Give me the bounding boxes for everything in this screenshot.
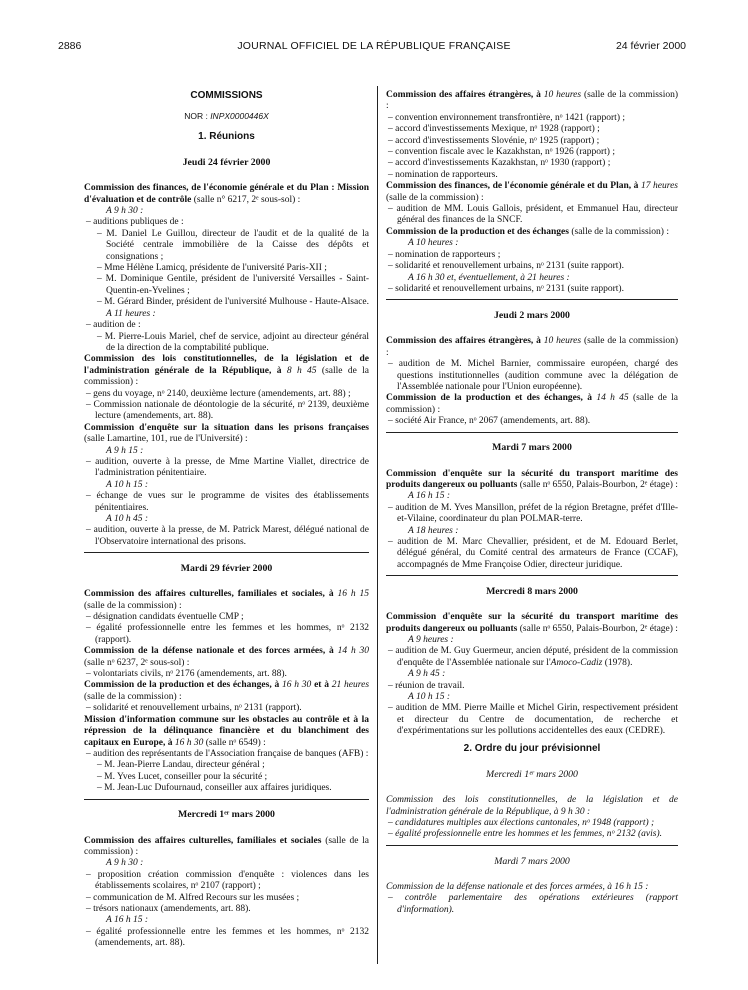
agenda-item: – contrôle parlementaire des opérations extérieures (rapport d'information).	[388, 893, 678, 915]
agenda-item: – audition de MM. Louis Gallois, président, et Emmanuel Hau, directeur général des finances de la SNCF.	[388, 204, 678, 226]
room: (salle de la commission) :	[571, 226, 669, 237]
room: (salle de la commission) :	[386, 336, 679, 358]
time-slot: A 16 h 15 :	[106, 915, 149, 926]
agenda-text: – audition de M. Guy Guermeur, ancien député, président de la commission d'enquête de l'Assemblée nationale sur l'	[388, 646, 678, 668]
commission-name: Commission des finances, de l'économie générale et du Plan, à	[386, 181, 639, 192]
meeting-time: 16 h 30	[282, 680, 312, 691]
commission-entry	[386, 612, 678, 635]
room: (salle n° 6217, 2ᵉ sous-sol) :	[193, 194, 301, 205]
meeting-time: 10 heures	[543, 336, 582, 347]
journal-title: JOURNAL OFFICIEL DE LA RÉPUBLIQUE FRANÇAISE	[237, 40, 511, 52]
commission-name: Commission de la production et des échanges, à	[84, 680, 280, 691]
room: (salle de la commission) :	[386, 393, 679, 415]
time-slot: A 18 heures :	[408, 525, 459, 536]
time-slot: A 9 h 30 :	[106, 858, 144, 869]
agenda-subitem: – M. Gérard Binder, président de l'université Mulhouse - Haute-Alsace.	[97, 297, 370, 308]
commission-name: Commission des lois constitutionnelles, de la législation et de l'administration générale de la République, à	[84, 354, 369, 376]
agenda-item: – audition de M. Yves Mansillon, préfet de la région Bretagne, préfet d'Ille-et-Vilaine, coordinateur du plan POLMAR-terre.	[388, 502, 678, 525]
time-slot: A 16 h 15 :	[408, 491, 451, 502]
commission-name: Commission d'enquête sur la sécurité du transport maritime des produits dangereux ou polluants	[386, 468, 678, 490]
agenda-item: – volontariats civils, nᵒ 2176 (amendements, art. 88).	[86, 669, 287, 680]
agenda-text: (1978).	[604, 657, 633, 668]
agenda-item: – audition, ouverte à la presse, de M. Patrick Marest, délégué national de l'Observatoire international des prisons.	[86, 525, 369, 547]
agenda-subitem: – M. Jean-Pierre Landau, directeur général ;	[97, 760, 265, 771]
agenda-item: – désignation candidats éventuelle CMP ;	[86, 612, 244, 623]
time-slot: A 10 h 15 :	[408, 692, 451, 703]
commission-entry	[84, 836, 369, 859]
time-slot: A 11 heures :	[106, 308, 156, 319]
commission-entry	[84, 423, 369, 446]
agenda-item: – égalité professionnelle entre les femmes et les hommes, nᵒ 2132 (amendements, art. 88).	[86, 926, 369, 949]
meeting-time: 10 heures	[543, 90, 582, 100]
day-heading: Mardi 29 février 2000	[180, 563, 273, 575]
commission-name: Commission des affaires culturelles, familiales et sociales, à	[84, 589, 334, 600]
agenda-item: – Commission nationale de déontologie de la sécurité, nᵒ 2139, deuxième lecture (amendements, art. 88).	[86, 399, 369, 422]
agenda-subitem: – M. Yves Lucet, conseiller pour la sécurité ;	[97, 771, 268, 782]
commission-name: Mission d'information commune sur les obstacles au contrôle et à la répression de la délinquance financière et du blanchiment des capitaux en Europe, à	[84, 714, 369, 748]
agenda-item: – audition de M. Marc Chevallier, président, et de M. Edouard Berlet, délégué général, du Comité central des armateurs de France (CCAF), accompagnés de Mme Françoise Odier, directeur juridique.	[388, 537, 678, 570]
agenda-item: – nomination de rapporteurs ;	[388, 249, 501, 260]
subsection-heading: 2. Ordre du jour prévisionnel	[463, 742, 601, 754]
time-slot: A 16 h 30 et, éventuellement, à 21 heures :	[408, 272, 570, 283]
time-slot: A 10 h 15 :	[106, 479, 149, 490]
commission-entry: Commission de la défense nationale et des forces armées, à 16 h 15 :	[386, 881, 649, 892]
room: (salle nᵒ 6550, Palais-Bourbon, 2ᵉ étage) :	[519, 479, 678, 490]
commission-entry	[386, 336, 678, 359]
agenda-item: – égalité professionnelle entre les femmes et les hommes, nᵒ 2132 (rapport).	[86, 623, 369, 645]
nor-reference	[84, 111, 369, 122]
room: (salle Lamartine, 101, rue de l'Université) :	[84, 434, 248, 445]
meeting-time: 17 heures	[640, 181, 678, 192]
day-heading: Mercredi 1ᵉʳ mars 2000	[486, 768, 578, 780]
commission-entry	[84, 680, 369, 703]
commission-entry	[386, 393, 678, 416]
agenda-item: – nomination de rapporteurs.	[388, 169, 498, 180]
commission-entry	[386, 181, 678, 204]
page-number: 2886	[58, 40, 82, 52]
agenda-subitem: – Mme Hélène Lamicq, présidente de l'université Paris-XII ;	[97, 263, 327, 274]
room: (salle nᵒ 6549) :	[205, 737, 266, 748]
commission-name: Commission de la défense nationale et des forces armées, à	[84, 646, 334, 657]
commission-entry	[84, 589, 369, 612]
commission-name: Commission d'enquête sur la situation dans les prisons françaises	[84, 422, 369, 433]
day-heading: Mardi 7 mars 2000	[494, 855, 570, 867]
agenda-item: – auditions publiques de :	[86, 217, 184, 228]
agenda-item: – convention environnement transfrontière, nᵒ 1421 (rapport) ;	[388, 112, 625, 123]
separator	[386, 845, 678, 846]
commission-entry	[386, 227, 678, 238]
day-heading: Mercredi 8 mars 2000	[486, 586, 578, 598]
page-header	[0, 36, 748, 52]
agenda-item: – gens du voyage, nᵒ 2140, deuxième lecture (amendements, art. 88) ;	[86, 388, 351, 399]
agenda-item: – société Air France, nᵒ 2067 (amendements, art. 88).	[388, 416, 591, 427]
agenda-item: – communication de M. Alfred Recours sur les musées ;	[86, 892, 300, 903]
meeting-time: 16 h 30	[174, 737, 204, 748]
time-slot: A 10 heures :	[408, 238, 459, 249]
ship-name: Amoco-Cadiz	[550, 657, 603, 668]
commission-name: Commission de la production et des échanges	[386, 226, 569, 237]
separator	[386, 432, 678, 433]
agenda-item: – convention fiscale avec le Kazakhstan, nᵒ 1926 (rapport) ;	[388, 147, 615, 158]
room: (salle nᵒ 6237, 2ᵉ sous-sol) :	[84, 657, 190, 668]
agenda-subitem: – M. Pierre-Louis Mariel, chef de service, adjoint au directeur général de la direction de la comptabilité publique.	[97, 331, 369, 353]
agenda-item	[386, 646, 678, 669]
agenda-item: – échange de vues sur le programme de visites des établissements pénitentiaires.	[86, 491, 369, 513]
subsection-heading: 1. Réunions	[198, 130, 255, 142]
commission-entry	[84, 646, 369, 669]
room: (salle de la commission) :	[386, 192, 484, 203]
agenda-item: – candidatures multiples aux élections cantonales, nᵒ 1948 (rapport) ;	[388, 817, 655, 828]
commission-name: Commission des finances, de l'économie générale et du Plan : Mission d'évaluation et de contrôle	[84, 183, 369, 205]
nor-code: INPX0000446X	[210, 111, 269, 122]
day-heading: Mardi 7 mars 2000	[492, 442, 572, 454]
day-heading: Mercredi 1ᵉʳ mars 2000	[178, 809, 275, 821]
meeting-time: 8 h 45	[286, 365, 317, 376]
commission-entry: Commission des lois constitutionnelles, de la législation et de l'administration générale de la République, à 9 h 30 :	[386, 795, 678, 817]
room: (salle de la commission) :	[84, 835, 369, 857]
issue-date: 24 février 2000	[615, 40, 686, 52]
agenda-item: – accord d'investissements Kazakhstan, nᵒ 1930 (rapport) ;	[388, 158, 611, 169]
agenda-subitem: – M. Dominique Gentile, président de l'université Versailles - Saint-Quentin-en-Yvelines ;	[97, 274, 369, 296]
meeting-time: 16 h 15	[337, 589, 369, 600]
commission-entry	[386, 90, 678, 113]
separator	[386, 299, 678, 300]
commission-entry	[84, 183, 369, 206]
agenda-subitem: – M. Daniel Le Guillou, directeur de l'audit et de la qualité de la Société centrale immobilière de la Caisse des dépôts et consignations ;	[97, 228, 369, 262]
agenda-item: – audition de :	[86, 320, 141, 331]
time-slot: A 9 h 15 :	[106, 445, 144, 456]
time-slot: A 9 h 45 :	[408, 669, 446, 680]
agenda-item: – accord d'investissements Mexique, nᵒ 1928 (rapport) ;	[388, 124, 600, 135]
commission-name: Commission des affaires étrangères, à	[386, 90, 541, 100]
agenda-item: – proposition création commission d'enquête : violences dans les établissements scolaires, nᵒ 2107 (rapport) ;	[86, 869, 369, 892]
day-heading: Jeudi 2 mars 2000	[494, 310, 570, 322]
agenda-item: – audition des représentants de l'Association française de banques (AFB) :	[86, 748, 369, 759]
connector: et à	[314, 680, 329, 691]
agenda-item: – égalité professionnelle entre les hommes et les femmes, nᵒ 2132 (avis).	[388, 829, 663, 840]
agenda-subitem: – M. Jean-Luc Dufournaud, conseiller aux affaires juridiques.	[97, 783, 332, 794]
right-column	[386, 90, 678, 916]
time-slot: A 9 h 30 :	[106, 206, 144, 217]
room: (salle de la commission) :	[84, 691, 182, 702]
commission-entry	[386, 469, 678, 492]
time-slot: A 9 heures :	[408, 635, 454, 646]
agenda-item: – audition, ouverte à la presse, de Mme Martine Viallet, directrice de l'administration pénitentiaire.	[86, 456, 369, 479]
meeting-time: 14 h 45	[596, 393, 629, 404]
separator	[386, 575, 678, 576]
room: (salle de la commission) :	[84, 600, 182, 611]
time-slot: A 10 h 45 :	[106, 514, 149, 524]
separator	[84, 799, 369, 800]
commission-entry	[84, 715, 369, 749]
agenda-item: – solidarité et renouvellement urbains, nᵒ 2131 (suite rapport).	[388, 261, 624, 272]
meeting-time: 21 heures	[331, 680, 370, 691]
commission-name: Commission des affaires culturelles, familiales et sociales	[84, 835, 322, 846]
agenda-item: – accord d'investissements Slovénie, nᵒ 1925 (rapport) ;	[388, 135, 600, 146]
agenda-item: – audition de MM. Pierre Maille et Michel Girin, respectivement président et directeur du Centre de documentation, de recherche et d'expérimentations sur les pollutions accidentelles des eaux (CEDRE).	[388, 703, 678, 737]
agenda-item: – réunion de travail.	[388, 680, 465, 691]
separator	[84, 552, 369, 553]
room: (salle de la commission) :	[386, 90, 679, 112]
agenda-item: – solidarité et renouvellement urbains, nᵒ 2131 (rapport).	[86, 703, 302, 714]
day-heading: Jeudi 24 février 2000	[182, 157, 271, 169]
agenda-item: – solidarité et renouvellement urbains, nᵒ 2131 (suite rapport).	[388, 283, 624, 294]
commission-name: Commission de la production et des échanges, à	[386, 393, 592, 404]
column-divider	[377, 86, 378, 964]
room: (salle de la commission) :	[84, 365, 370, 388]
commission-name: Commission d'enquête sur la sécurité du transport maritime des produits dangereux ou polluants	[386, 612, 678, 634]
section-heading: COMMISSIONS	[190, 90, 263, 101]
left-column	[84, 90, 369, 950]
nor-label: NOR :	[184, 111, 208, 122]
commission-name: Commission des affaires étrangères, à	[386, 336, 541, 347]
room: (salle nᵒ 6550, Palais-Bourbon, 2ᵉ étage) :	[519, 623, 678, 634]
agenda-item: – audition de M. Michel Barnier, commissaire européen, chargé des questions institutionnelles (audition commune avec la délégation de l'Assemblée nationale pour l'Union européenne).	[388, 359, 678, 392]
agenda-item: – trésors nationaux (amendements, art. 88).	[86, 903, 251, 914]
meeting-time: 14 h 30	[337, 646, 370, 657]
commission-entry	[84, 354, 369, 388]
